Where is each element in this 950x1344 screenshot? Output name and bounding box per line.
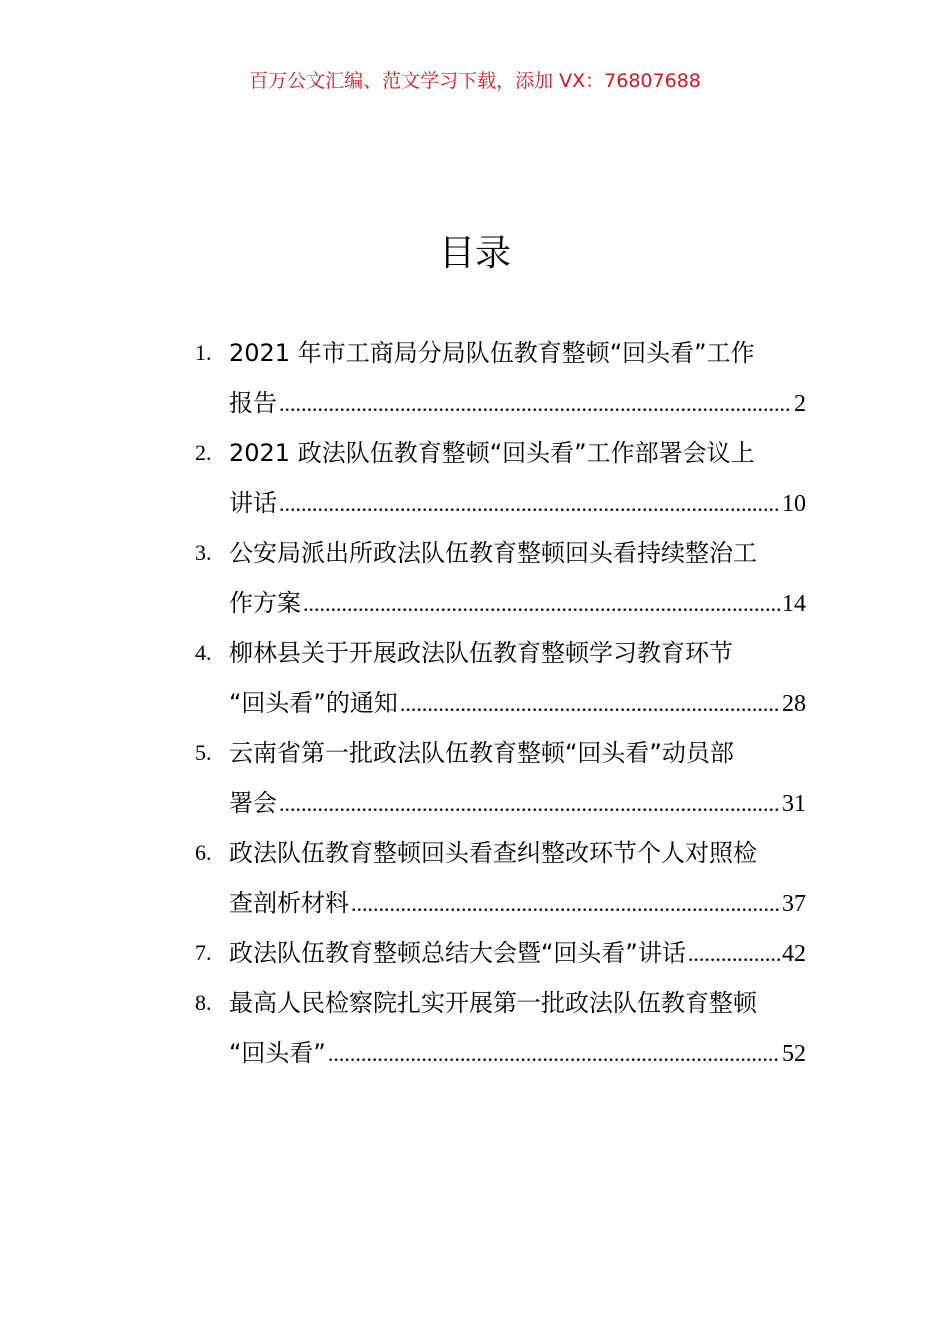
toc-entry-title-cont: “回头看” xyxy=(229,1039,326,1067)
toc-entry[interactable] xyxy=(0,828,950,928)
toc-entry-title-cont: 署会 xyxy=(229,789,277,817)
dot-leader xyxy=(303,579,780,628)
toc-entry-title-cont: 报告 xyxy=(229,389,277,417)
toc-entry-number: 5. xyxy=(195,740,212,765)
toc-entry-number: 2. xyxy=(195,440,212,465)
toc-entry-title-cont: 讲话 xyxy=(229,489,277,517)
toc-entry-title: 云南省第一批政法队伍教育整顿“回头看”动员部 xyxy=(229,739,734,767)
header-note: 百万公文汇编、范文学习下载，添加 VX：76807688 xyxy=(249,70,701,92)
toc-entry[interactable] xyxy=(0,978,950,1078)
dot-leader xyxy=(328,1029,780,1078)
toc-entry-title: 2021 政法队伍教育整顿“回头看”工作部署会议上 xyxy=(229,439,755,467)
toc-page-number: 10 xyxy=(782,491,806,517)
toc-entry-title: 政法队伍教育整顿总结大会暨“回头看”讲话 xyxy=(229,939,686,967)
toc-entry-title: 政法队伍教育整顿回头看查纠整改环节个人对照检 xyxy=(229,839,757,867)
toc-entry-title-cont: “回头看”的通知 xyxy=(229,689,398,717)
toc-entry[interactable] xyxy=(0,428,950,528)
toc-page-number: 28 xyxy=(782,691,806,717)
toc-title: 目录 xyxy=(438,233,511,274)
toc-entry[interactable] xyxy=(0,628,950,728)
toc-page-number: 2 xyxy=(794,391,806,417)
dot-leader xyxy=(279,479,780,528)
toc-entry-title-cont: 作方案 xyxy=(229,589,301,617)
toc-entry-number: 8. xyxy=(195,990,212,1015)
toc-entry[interactable] xyxy=(0,328,950,428)
toc-entry-number: 1. xyxy=(195,340,212,365)
toc-page-number: 37 xyxy=(782,891,806,917)
toc-entry-number: 7. xyxy=(195,940,212,965)
toc-entry-title-cont: 查剖析材料 xyxy=(229,889,349,917)
toc-page-number: 42 xyxy=(782,941,806,967)
toc-page-number: 14 xyxy=(782,591,806,617)
toc-entry[interactable] xyxy=(0,928,950,978)
toc-page-number: 31 xyxy=(782,791,806,817)
dot-leader xyxy=(400,679,780,728)
toc-entry-number: 4. xyxy=(195,640,212,665)
dot-leader xyxy=(688,929,780,978)
dot-leader xyxy=(279,379,792,428)
dot-leader xyxy=(351,879,780,928)
toc-list xyxy=(0,328,950,1078)
toc-entry-title: 柳林县关于开展政法队伍教育整顿学习教育环节 xyxy=(229,639,733,667)
toc-entry-title: 公安局派出所政法队伍教育整顿回头看持续整治工 xyxy=(229,539,757,567)
dot-leader xyxy=(279,779,780,828)
toc-entry[interactable] xyxy=(0,728,950,828)
toc-page-number: 52 xyxy=(782,1041,806,1067)
toc-entry-number: 3. xyxy=(195,540,212,565)
toc-entry-title: 2021 年市工商局分局队伍教育整顿“回头看”工作 xyxy=(229,339,755,367)
toc-entry[interactable] xyxy=(0,528,950,628)
toc-entry-number: 6. xyxy=(195,840,212,865)
toc-entry-title: 最高人民检察院扎实开展第一批政法队伍教育整顿 xyxy=(229,989,757,1017)
